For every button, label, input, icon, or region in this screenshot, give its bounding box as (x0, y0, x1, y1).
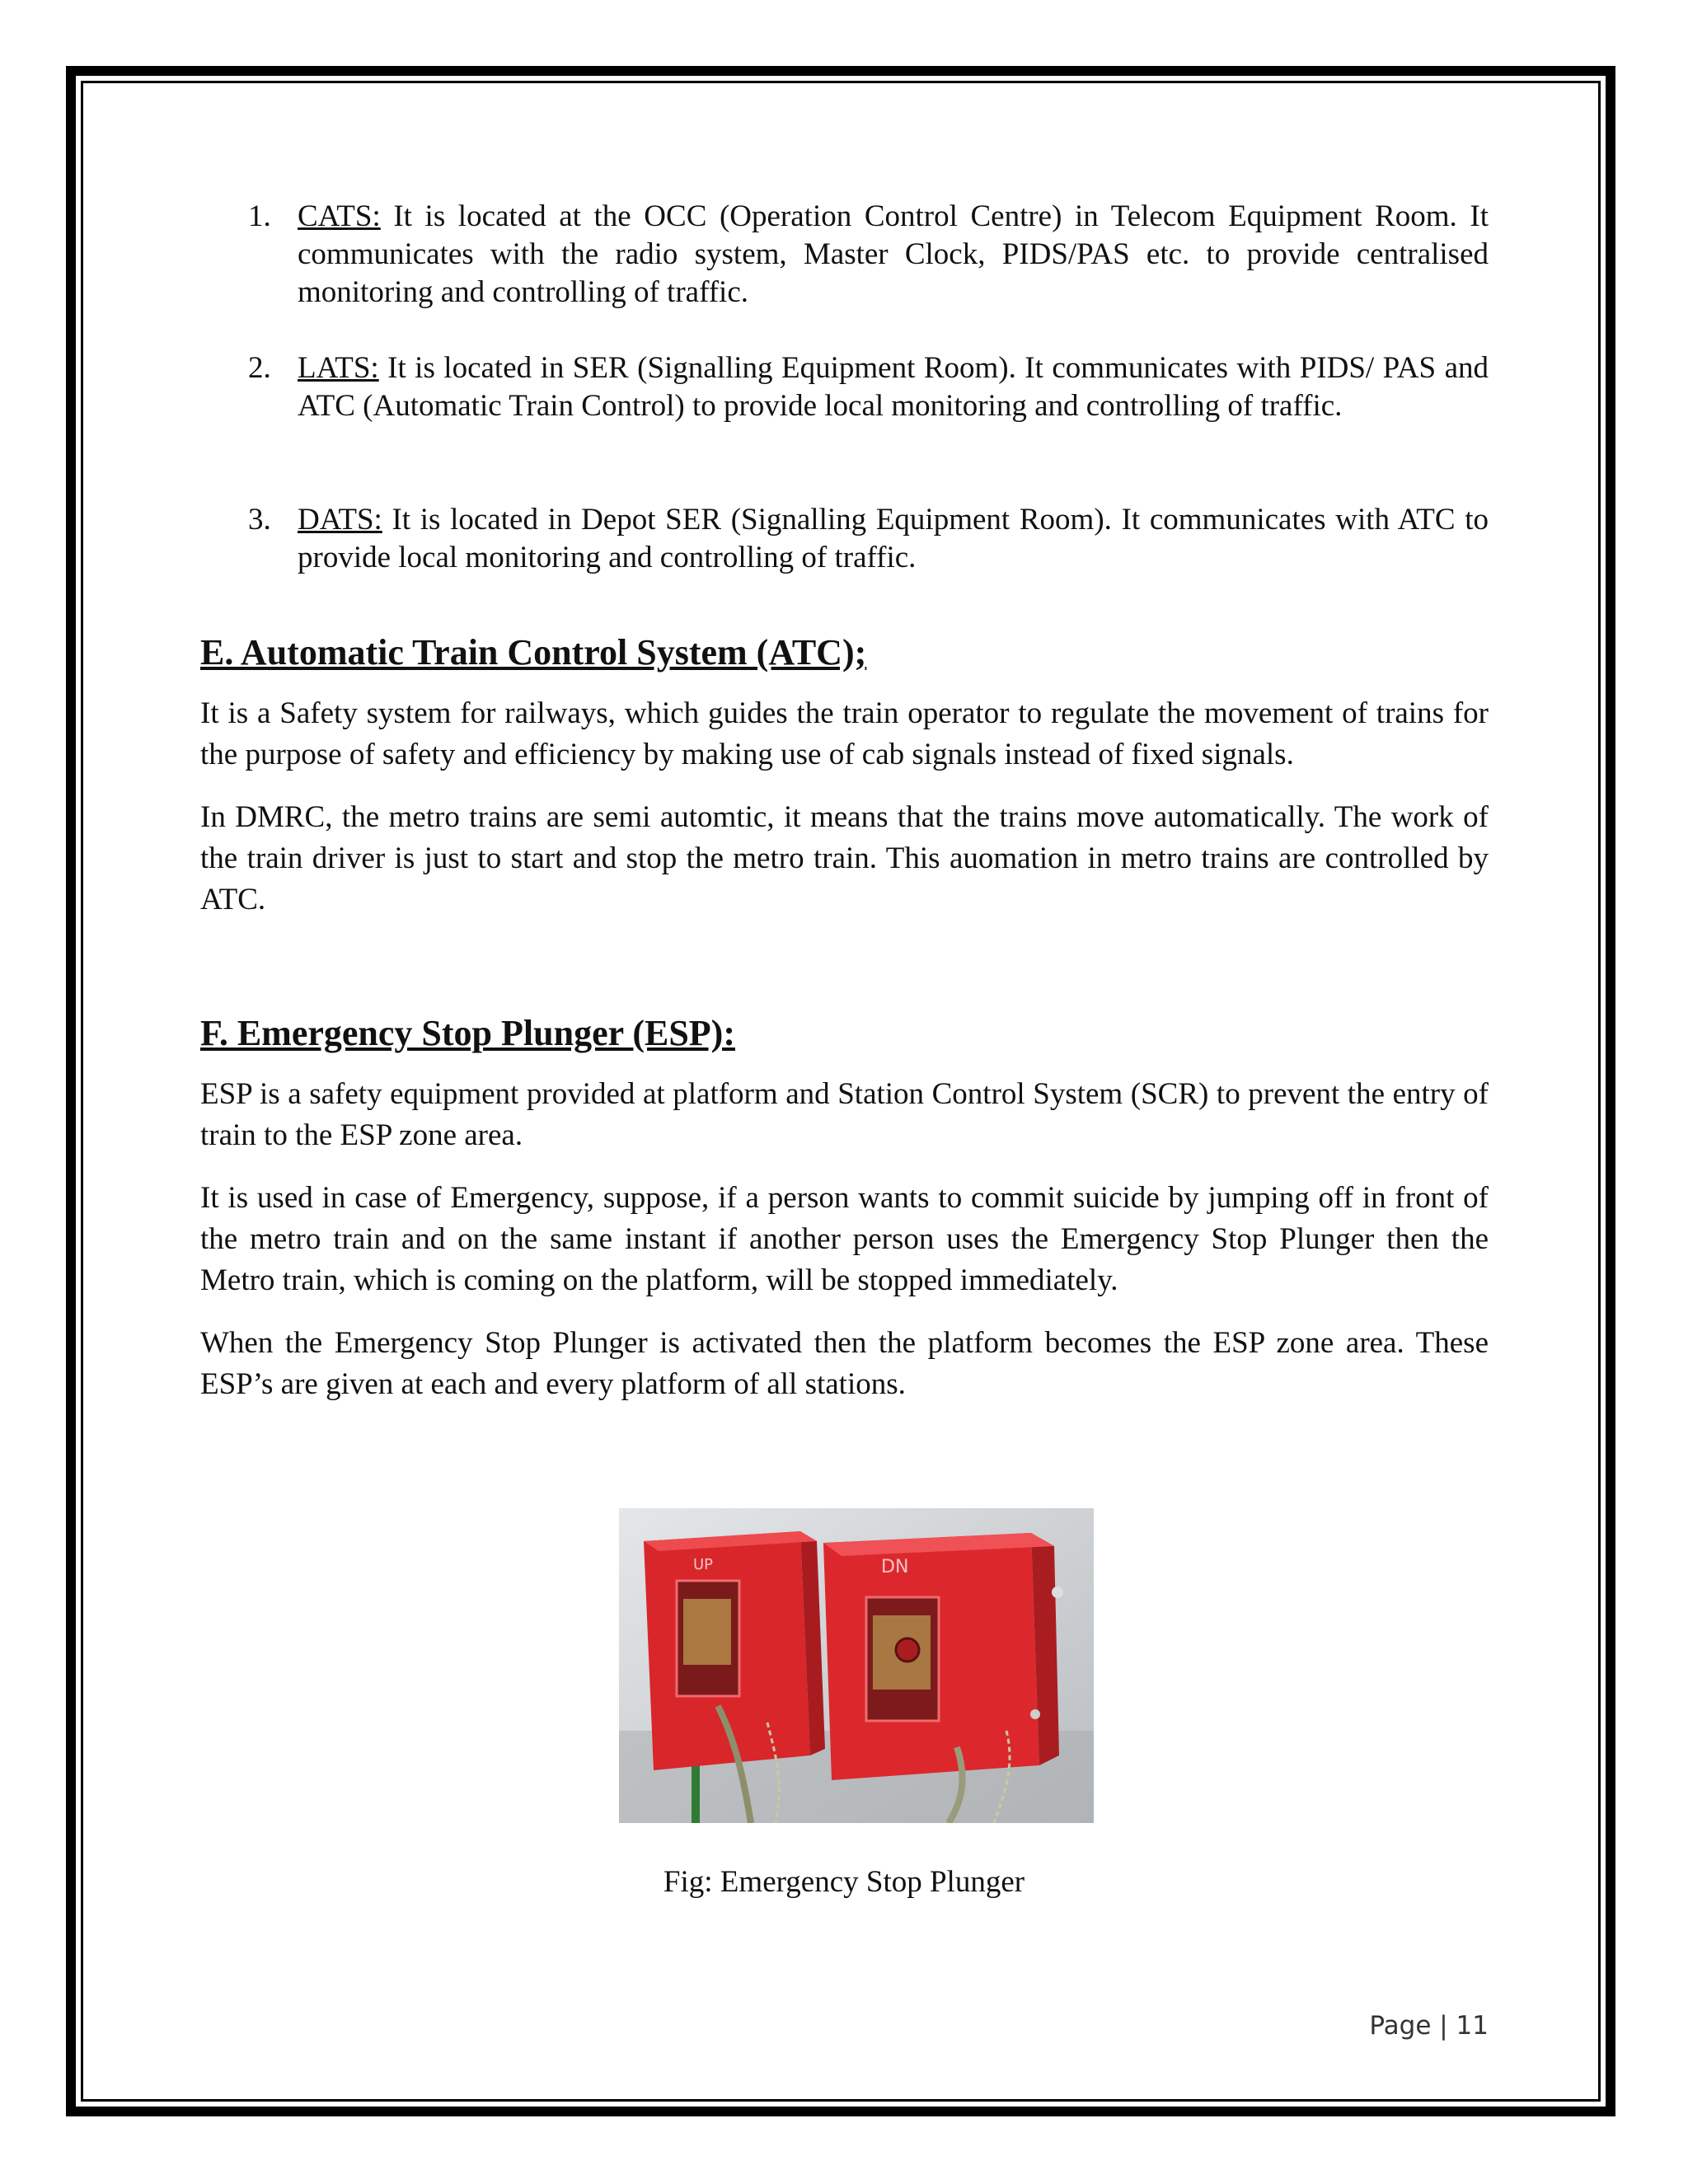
list-number: 1. (248, 199, 271, 233)
paragraph: It is used in case of Emergency, suppose, if a person wants to commit suicide by jumping off in front of the metro train and on the same instant if another person uses the Emergency Stop Plunger then the Metro train, which is coming on the platform, will be stopped immediately. (200, 1181, 1489, 1297)
list-item (200, 198, 1489, 312)
paragraph: In DMRC, the metro trains are semi automtic, it means that the trains move automatically. The work of the train driver is just to start and stop the metro train. This auomation in metro trains are controlled by ATC. (200, 800, 1489, 916)
paragraph: ESP is a safety equipment provided at platform and Station Control System (SCR) to prevent the entry of train to the ESP zone area. (200, 1077, 1489, 1152)
list-text: It is located in Depot SER (Signalling Equipment Room). It communicates with ATC to provide local monitoring and controlling of traffic. (298, 503, 1489, 574)
list-term: LATS: (298, 351, 379, 385)
list-text: It is located at the OCC (Operation Control Centre) in Telecom Equipment Room. It communicates with the radio system, Master Clock, PIDS/PAS etc. to provide centralised monitoring and controlling of traffic. (298, 199, 1489, 309)
page-number: Page | 11 (1369, 2011, 1489, 2041)
page-content (200, 198, 1489, 1405)
list-number: 2. (248, 351, 271, 385)
esp-illustration (619, 1508, 1094, 1823)
esp-photo (619, 1508, 1094, 1823)
list-term: CATS: (298, 199, 381, 233)
paragraph: When the Emergency Stop Plunger is activated then the platform becomes the ESP zone area. These ESP’s are given at each and every platform of all stations. (200, 1326, 1489, 1401)
figure-caption: Fig: Emergency Stop Plunger (663, 1865, 1025, 1899)
list-item (200, 501, 1489, 577)
section-heading-atc: E. Automatic Train Control System (ATC); (200, 632, 867, 673)
list-text: It is located in SER (Signalling Equipment Room). It communicates with PIDS/ PAS and ATC (Automatic Train Control) to provide local monitoring and controlling of traffic. (298, 351, 1489, 423)
list-item (200, 349, 1489, 425)
ats-list (200, 198, 1489, 577)
box-right-label: DN (881, 1557, 909, 1577)
paragraph: It is a Safety system for railways, which guides the train operator to regulate the movement of trains for the purpose of safety and efficiency by making use of cab signals instead of fixed signals. (200, 696, 1489, 771)
list-number: 3. (248, 503, 271, 537)
list-term: DATS: (298, 503, 382, 537)
box-left-label: UP (693, 1556, 714, 1573)
section-heading-esp: F. Emergency Stop Plunger (ESP): (200, 1013, 735, 1053)
